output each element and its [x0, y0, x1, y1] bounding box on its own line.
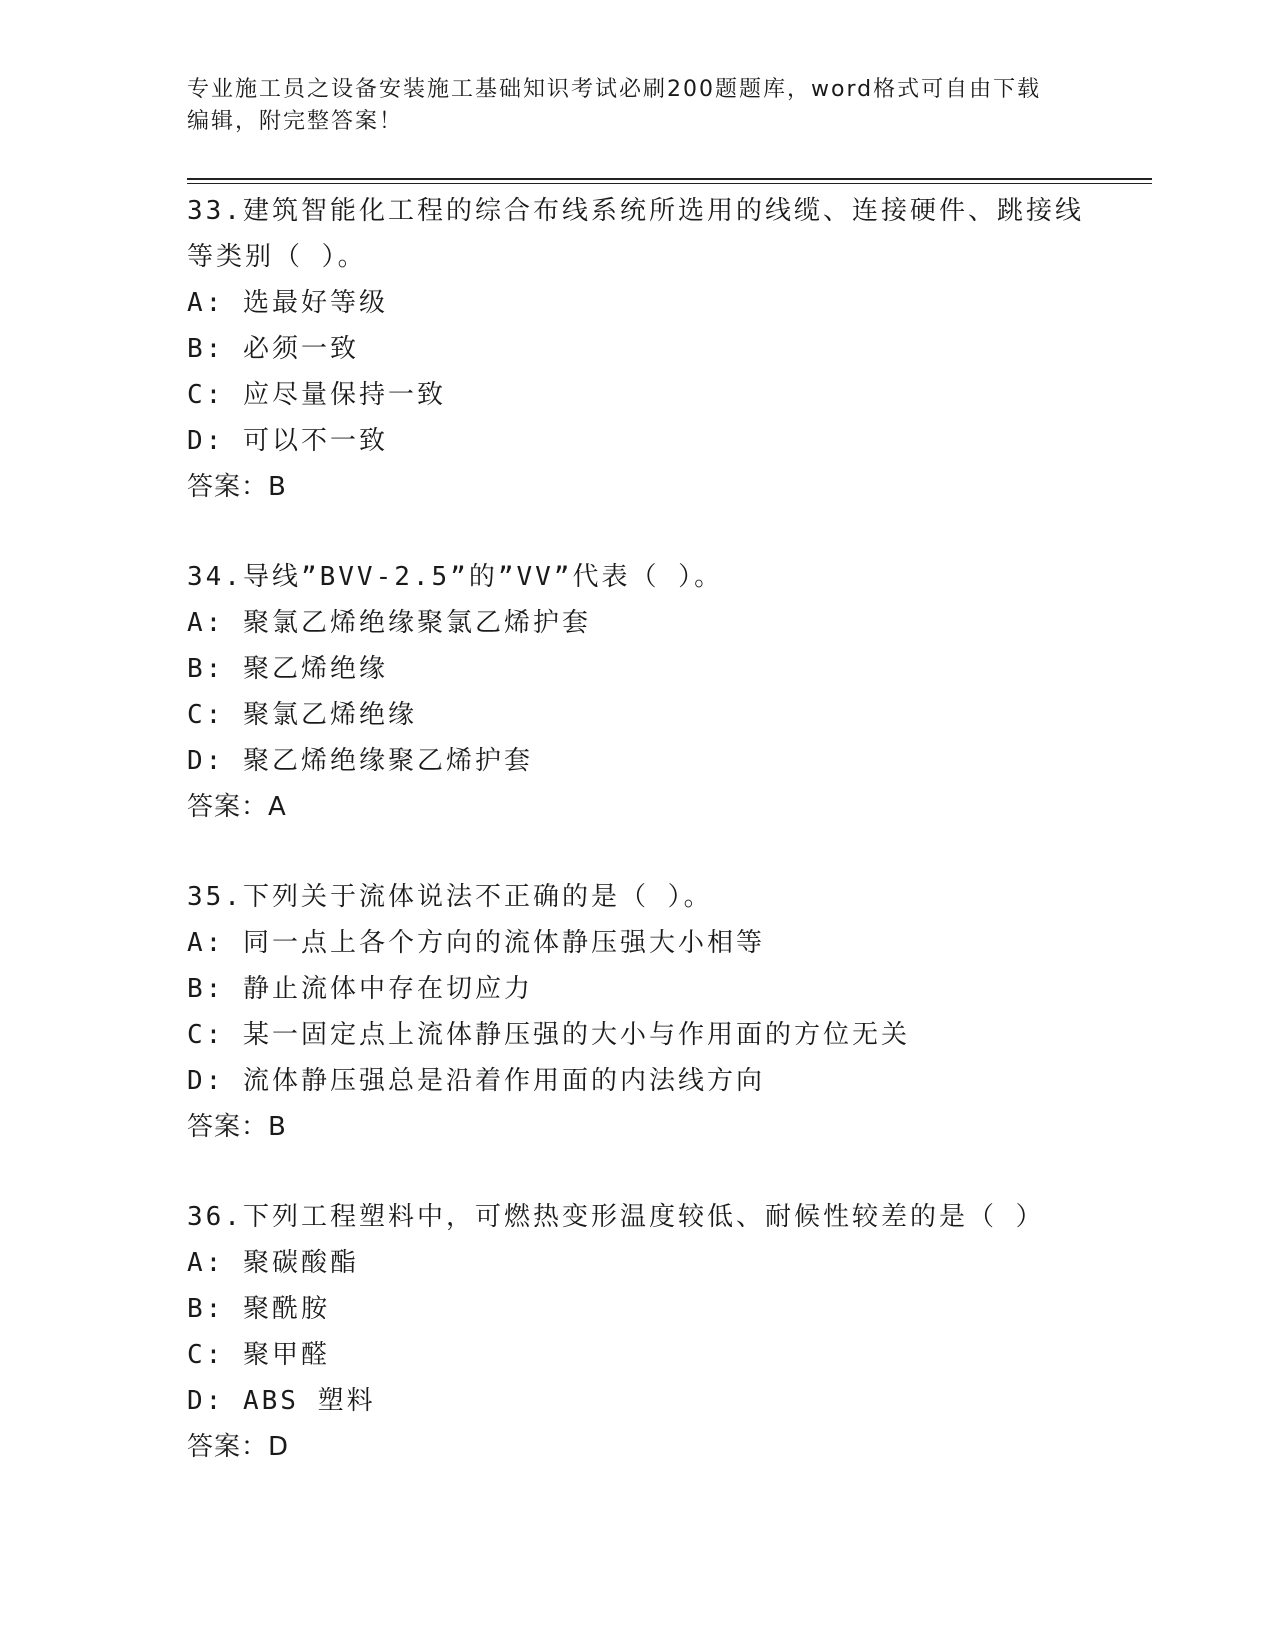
- option-d: D: 聚乙烯绝缘聚乙烯护套: [187, 746, 533, 776]
- option-b: B: 必须一致: [187, 334, 359, 364]
- option-a: A: 聚碳酸酯: [187, 1248, 359, 1278]
- answer-line: 答案：D: [187, 1432, 290, 1462]
- header-divider-thick: [187, 178, 1152, 180]
- question-stem: 36.下列工程塑料中，可燃热变形温度较低、耐候性较差的是（ ）: [187, 1202, 1045, 1232]
- option-b: B: 聚乙烯绝缘: [187, 654, 388, 684]
- question-35: [187, 874, 1087, 1150]
- header-line-1: 专业施工员之设备安装施工基础知识考试必刷200题题库，word格式可自由下载: [187, 77, 1042, 102]
- document-header: [187, 74, 1087, 138]
- question-stem: 33.建筑智能化工程的综合布线系统所选用的线缆、连接硬件、跳接线: [187, 196, 1084, 226]
- option-c: C: 聚甲醛: [187, 1340, 330, 1370]
- answer-line: 答案：B: [187, 472, 287, 502]
- question-36: [187, 1194, 1087, 1470]
- header-divider-thin: [187, 183, 1152, 184]
- question-list: [187, 188, 1087, 1514]
- question-stem-continued: 等类别（ ）。: [187, 242, 367, 272]
- question-stem: 35.下列关于流体说法不正确的是（ ）。: [187, 882, 713, 912]
- option-a: A: 聚氯乙烯绝缘聚氯乙烯护套: [187, 608, 591, 638]
- question-33: [187, 188, 1087, 510]
- option-a: A: 选最好等级: [187, 288, 388, 318]
- header-line-2: 编辑，附完整答案！: [187, 109, 404, 134]
- answer-line: 答案：B: [187, 1112, 287, 1142]
- question-stem: 34.导线”BVV-2.5”的”VV”代表（ ）。: [187, 562, 724, 592]
- question-34: [187, 554, 1087, 830]
- option-c: C: 某一固定点上流体静压强的大小与作用面的方位无关: [187, 1020, 910, 1050]
- option-d: D: 流体静压强总是沿着作用面的内法线方向: [187, 1066, 765, 1096]
- option-c: C: 应尽量保持一致: [187, 380, 446, 410]
- option-a: A: 同一点上各个方向的流体静压强大小相等: [187, 928, 765, 958]
- option-d: D: 可以不一致: [187, 426, 388, 456]
- answer-line: 答案：A: [187, 792, 287, 822]
- option-c: C: 聚氯乙烯绝缘: [187, 700, 417, 730]
- option-b: B: 静止流体中存在切应力: [187, 974, 533, 1004]
- option-d: D: ABS 塑料: [187, 1386, 376, 1416]
- option-b: B: 聚酰胺: [187, 1294, 330, 1324]
